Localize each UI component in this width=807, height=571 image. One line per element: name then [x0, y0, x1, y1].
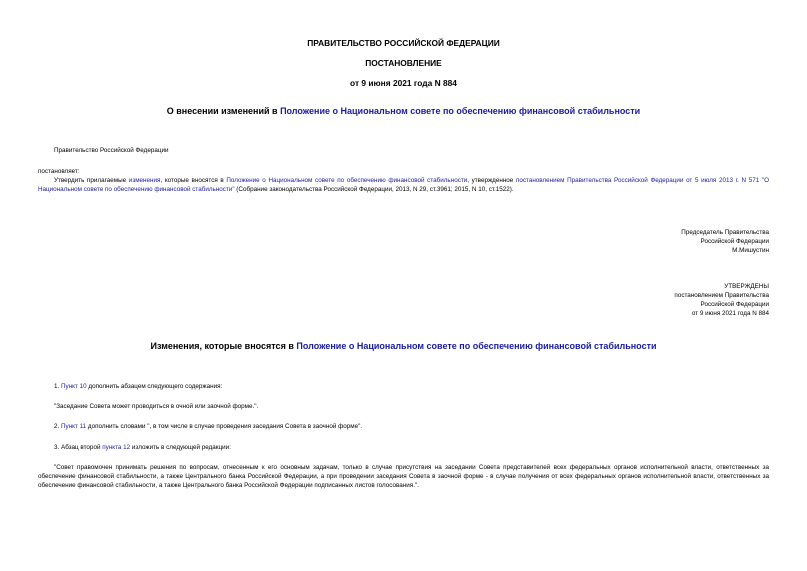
changes-title-link[interactable]: Положение о Национальном совете по обеспечению финансовой стабильности [296, 341, 657, 351]
issuer-text: Правительство Российской Федерации [54, 147, 169, 154]
item-1-quote: "Заседание Совета может проводиться в очной или заочной форме.". [54, 403, 259, 410]
item-3 [54, 443, 231, 452]
title-prefix: О внесении изменений в [166, 106, 281, 116]
decree-text-3: , утвержденное [467, 177, 516, 184]
item-3-link[interactable]: пункта 12 [102, 444, 131, 451]
approved-line-3: Российской Федерации [700, 301, 769, 309]
doc-type-heading: ПОСТАНОВЛЕНИЕ [365, 58, 442, 68]
signature-line-3: М.Мишустин [732, 247, 769, 255]
item-1-text: дополнить абзацем следующего содержания: [86, 383, 223, 390]
item-3-text-2: изложить в следующей редакции: [130, 444, 231, 451]
resolves-text: постановляет: [38, 168, 80, 175]
date-number-heading: от 9 июня 2021 года N 884 [350, 78, 457, 88]
decree-text-2: , которые вносятся в [160, 177, 227, 184]
decree-paragraph [38, 176, 769, 194]
signature-line-1: Председатель Правительства [681, 229, 769, 236]
decree-link-changes[interactable]: изменения [128, 177, 161, 184]
item-3-quote: "Совет правомочен принимать решения по вопросам, отнесенным к его основным задачам, только в случае присутствия на заседании Совета представителей всех федеральных органов исполнительной власти, ответственных за обеспечение финансовой стабильности, а также Центрального банка Российской Федерации, а при проведении заседания Совета в заочной форме - в случае получения от всех федеральных органов исполнительной власти, ответственных за обеспечение финансовой стабильности, а также Центрального банка Российской Федерации подписанных листов голосования.". [38, 464, 769, 490]
approved-line-2: постановлением Правительства [674, 292, 769, 300]
item-2 [54, 422, 362, 431]
decree-link-regulation[interactable]: Положение о Национальном совете по обеспечению финансовой стабильности [226, 177, 468, 184]
item-2-text: дополнить словами ", в том числе в случае проведения заседания Совета в заочной форме". [86, 423, 363, 430]
title-link[interactable]: Положение о Национальном совете по обеспечению финансовой стабильности [280, 106, 641, 116]
item-2-number: 2. [54, 423, 62, 430]
item-3-text: 3. Абзац второй [54, 444, 103, 451]
decree-link-resolution[interactable]: постановлением Правительства Российской Федерации от 5 июля 2013 г. N 571 "О Национальном совете по обеспечению финансовой стабильности" [38, 177, 769, 194]
decree-text-4: (Собрание законодательства Российской Федерации, 2013, N 29, ст.3961; 2015, N 10, ст.1522). [234, 186, 514, 194]
signature-line-2: Российской Федерации [700, 238, 769, 246]
item-1 [54, 382, 222, 391]
decree-text-1: Утвердить прилагаемые [54, 177, 129, 184]
signature-block [681, 228, 769, 255]
approved-line-4: от 9 июня 2021 года N 884 [691, 310, 769, 318]
item-2-link[interactable]: Пункт 11 [61, 423, 87, 430]
approved-block [674, 282, 769, 319]
changes-title [0, 340, 807, 353]
item-1-number: 1. [54, 383, 62, 390]
item-1-link[interactable]: Пункт 10 [61, 383, 87, 390]
changes-title-prefix: Изменения, которые вносятся в [150, 341, 297, 351]
approved-line-1: УТВЕРЖДЕНЫ [724, 283, 769, 290]
org-heading: ПРАВИТЕЛЬСТВО РОССИЙСКОЙ ФЕДЕРАЦИИ [307, 38, 500, 48]
document-title [0, 105, 807, 118]
